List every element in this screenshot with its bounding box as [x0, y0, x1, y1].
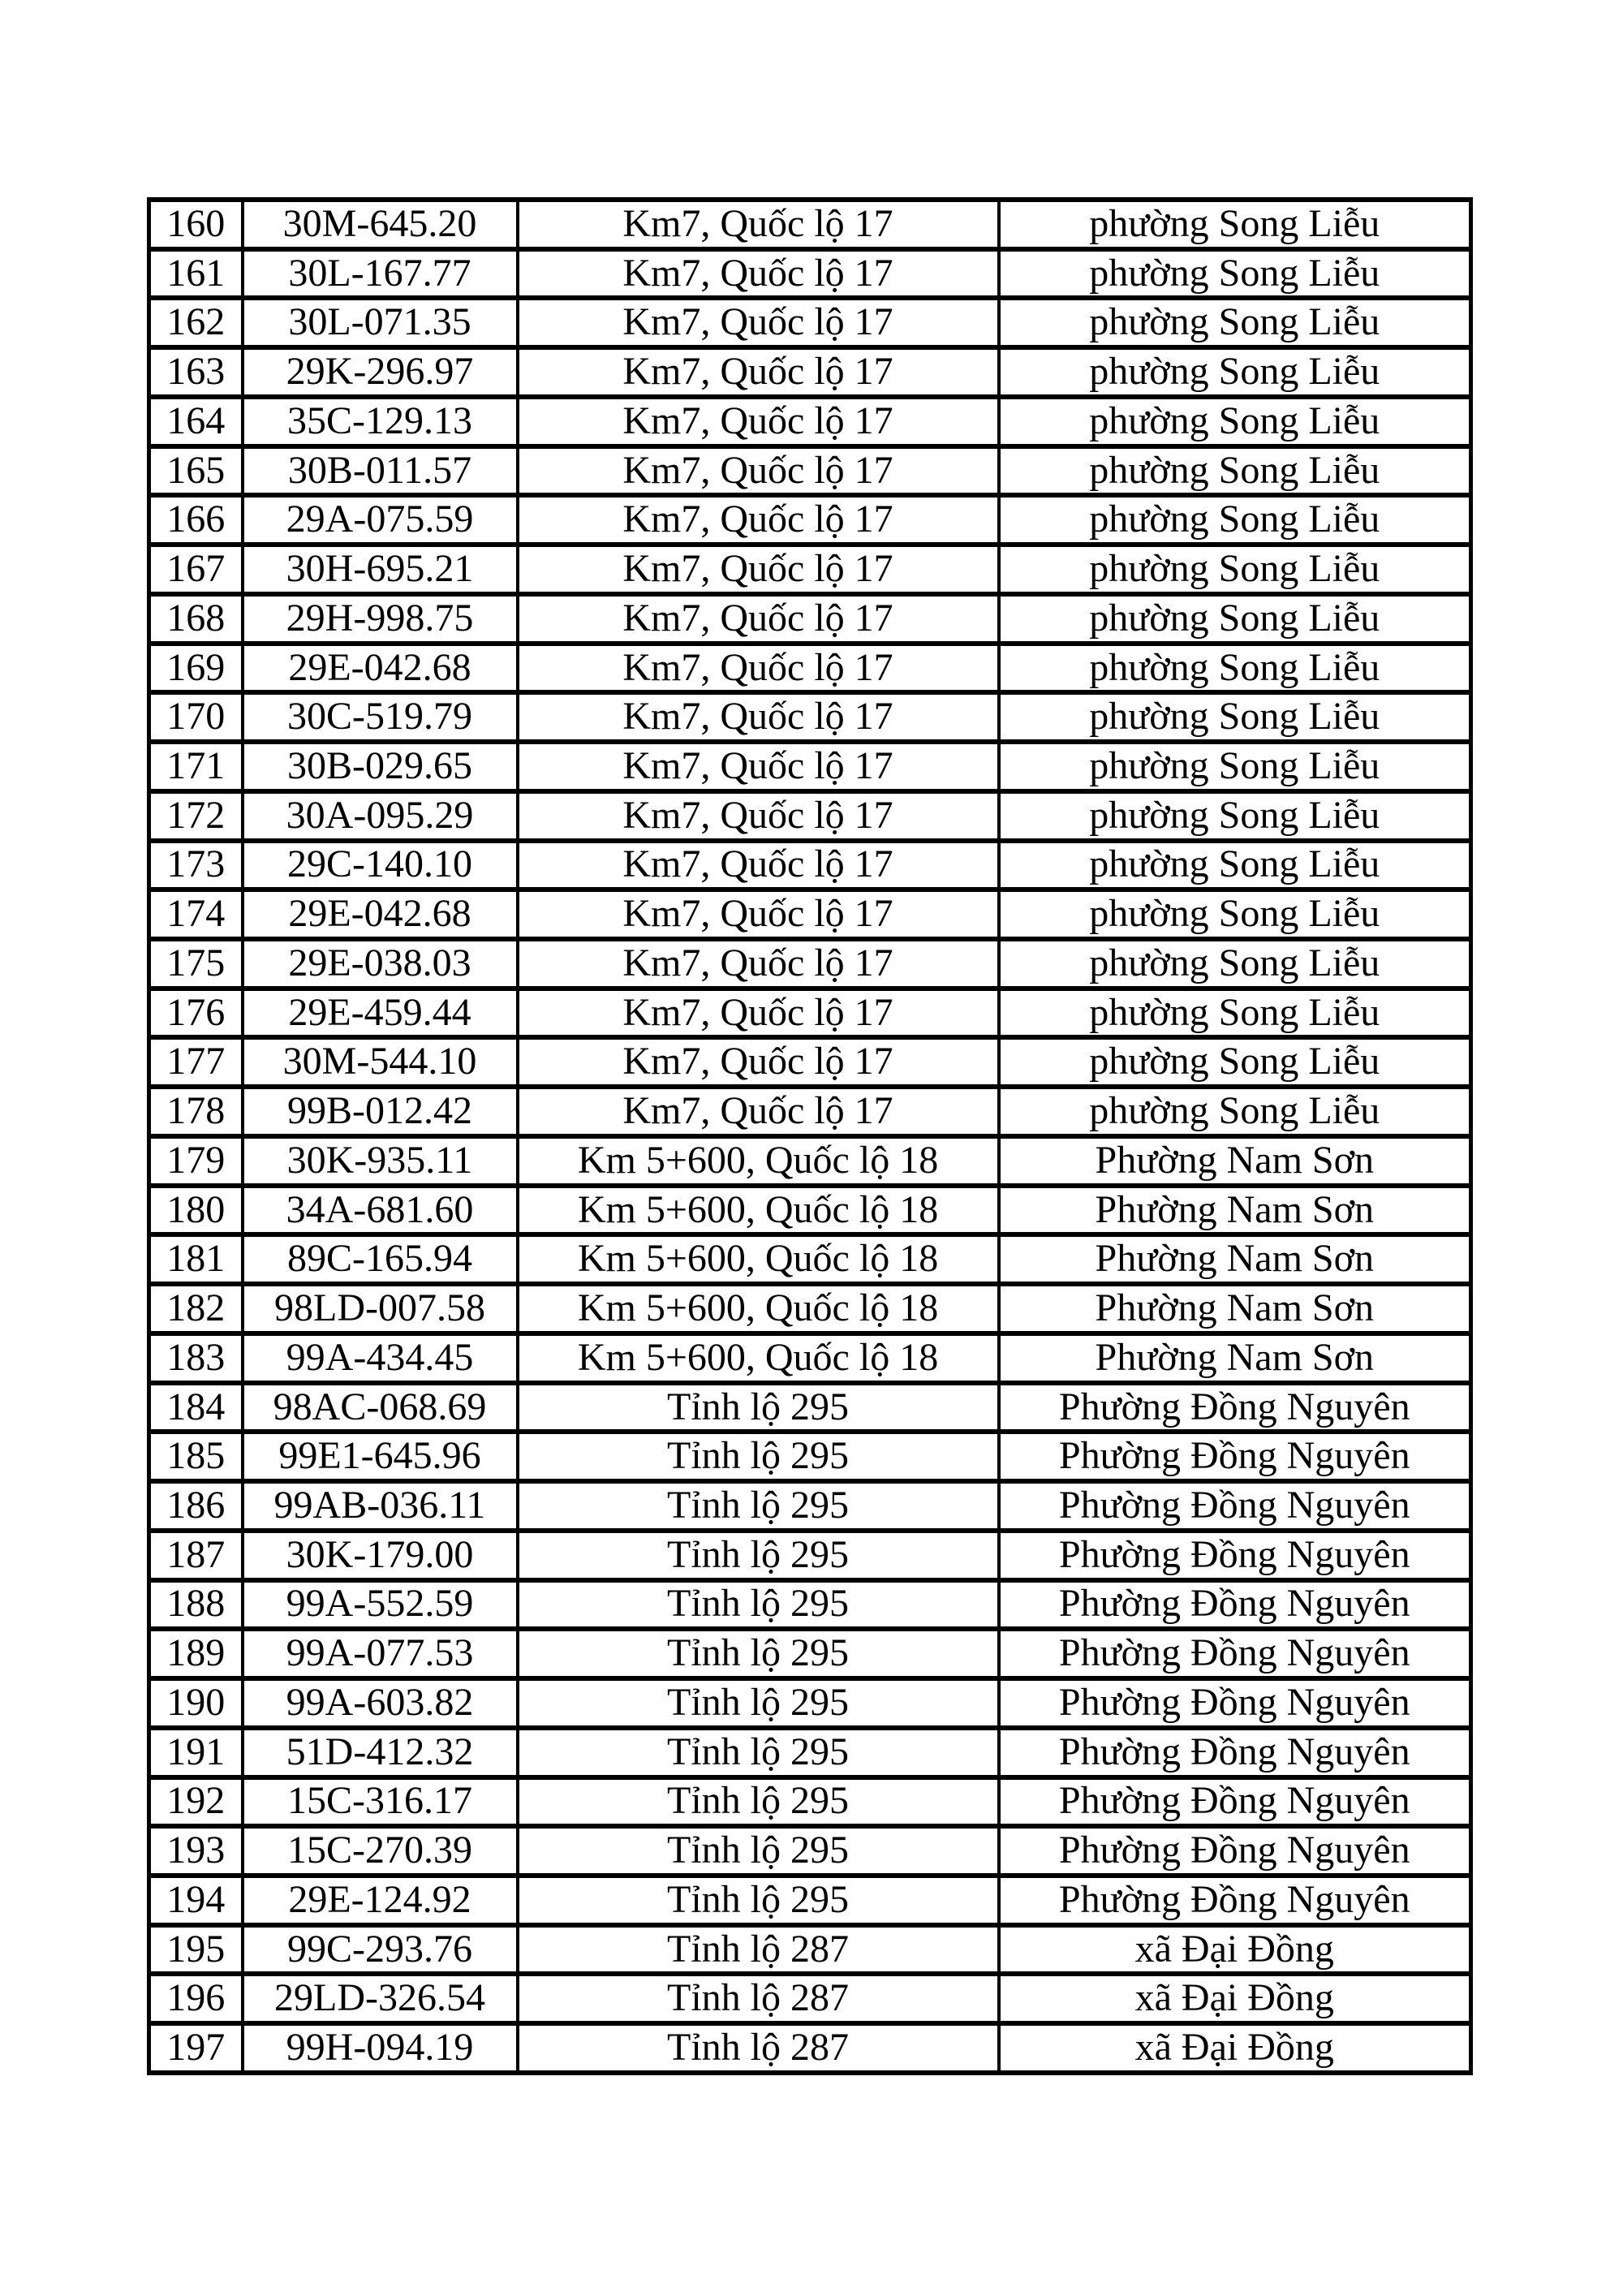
table-row: [149, 1826, 1471, 1876]
location-cell: Tỉnh lộ 295: [518, 1383, 999, 1432]
table-row: [149, 791, 1471, 841]
table-row: [149, 397, 1471, 446]
ward-cell: phường Song Liễu: [999, 692, 1471, 742]
table-row: [149, 1580, 1471, 1630]
row-number-cell: 167: [149, 545, 243, 594]
ward-cell: phường Song Liễu: [999, 841, 1471, 890]
ward-cell: Phường Đồng Nguyên: [999, 1629, 1471, 1678]
ward-cell: Phường Đồng Nguyên: [999, 1531, 1471, 1580]
location-cell: Tỉnh lộ 295: [518, 1826, 999, 1876]
ward-cell: phường Song Liễu: [999, 742, 1471, 791]
row-number-cell: 194: [149, 1876, 243, 1925]
plate-cell: 99A-434.45: [243, 1333, 518, 1383]
row-number-cell: 164: [149, 397, 243, 446]
ward-cell: xã Đại Đồng: [999, 2023, 1471, 2073]
table-row: [149, 1234, 1471, 1284]
ward-cell: phường Song Liễu: [999, 397, 1471, 446]
table-row: [149, 939, 1471, 989]
table-row: [149, 1383, 1471, 1432]
row-number-cell: 182: [149, 1284, 243, 1333]
location-cell: Km7, Quốc lộ 17: [518, 989, 999, 1038]
row-number-cell: 170: [149, 692, 243, 742]
table-row: [149, 1925, 1471, 1975]
plate-cell: 29E-038.03: [243, 939, 518, 989]
location-cell: Tỉnh lộ 295: [518, 1876, 999, 1925]
row-number-cell: 180: [149, 1186, 243, 1235]
plate-cell: 89C-165.94: [243, 1234, 518, 1284]
plate-cell: 30C-519.79: [243, 692, 518, 742]
ward-cell: phường Song Liễu: [999, 200, 1471, 249]
table-row: [149, 249, 1471, 299]
location-cell: Km7, Quốc lộ 17: [518, 446, 999, 496]
location-cell: Km7, Quốc lộ 17: [518, 495, 999, 545]
ward-cell: phường Song Liễu: [999, 446, 1471, 496]
table-row: [149, 742, 1471, 791]
row-number-cell: 188: [149, 1580, 243, 1630]
location-cell: Tỉnh lộ 295: [518, 1481, 999, 1531]
vehicle-list-table: [147, 197, 1473, 2075]
ward-cell: phường Song Liễu: [999, 890, 1471, 939]
row-number-cell: 178: [149, 1087, 243, 1136]
plate-cell: 99E1-645.96: [243, 1432, 518, 1481]
row-number-cell: 174: [149, 890, 243, 939]
table-row: [149, 2023, 1471, 2073]
ward-cell: phường Song Liễu: [999, 495, 1471, 545]
row-number-cell: 165: [149, 446, 243, 496]
ward-cell: Phường Nam Sơn: [999, 1234, 1471, 1284]
plate-cell: 29LD-326.54: [243, 1974, 518, 2023]
plate-cell: 29E-124.92: [243, 1876, 518, 1925]
plate-cell: 15C-270.39: [243, 1826, 518, 1876]
row-number-cell: 173: [149, 841, 243, 890]
ward-cell: Phường Đồng Nguyên: [999, 1826, 1471, 1876]
ward-cell: xã Đại Đồng: [999, 1974, 1471, 2023]
table-row: [149, 446, 1471, 496]
row-number-cell: 168: [149, 594, 243, 644]
plate-cell: 29C-140.10: [243, 841, 518, 890]
table-row: [149, 989, 1471, 1038]
location-cell: Km7, Quốc lộ 17: [518, 545, 999, 594]
location-cell: Km7, Quốc lộ 17: [518, 298, 999, 347]
location-cell: Km 5+600, Quốc lộ 18: [518, 1136, 999, 1186]
row-number-cell: 185: [149, 1432, 243, 1481]
plate-cell: 99H-094.19: [243, 2023, 518, 2073]
location-cell: Tỉnh lộ 295: [518, 1777, 999, 1827]
ward-cell: Phường Đồng Nguyên: [999, 1728, 1471, 1777]
ward-cell: phường Song Liễu: [999, 298, 1471, 347]
row-number-cell: 160: [149, 200, 243, 249]
row-number-cell: 195: [149, 1925, 243, 1975]
plate-cell: 29E-459.44: [243, 989, 518, 1038]
plate-cell: 29E-042.68: [243, 644, 518, 693]
plate-cell: 35C-129.13: [243, 397, 518, 446]
table-row: [149, 347, 1471, 397]
location-cell: Km7, Quốc lộ 17: [518, 692, 999, 742]
ward-cell: Phường Đồng Nguyên: [999, 1678, 1471, 1728]
plate-cell: 51D-412.32: [243, 1728, 518, 1777]
table-row: [149, 1186, 1471, 1235]
ward-cell: phường Song Liễu: [999, 1087, 1471, 1136]
plate-cell: 30M-544.10: [243, 1037, 518, 1087]
location-cell: Km7, Quốc lộ 17: [518, 1037, 999, 1087]
location-cell: Tỉnh lộ 287: [518, 1974, 999, 2023]
ward-cell: phường Song Liễu: [999, 644, 1471, 693]
row-number-cell: 166: [149, 495, 243, 545]
table-row: [149, 1629, 1471, 1678]
row-number-cell: 163: [149, 347, 243, 397]
plate-cell: 30B-029.65: [243, 742, 518, 791]
row-number-cell: 171: [149, 742, 243, 791]
ward-cell: Phường Nam Sơn: [999, 1284, 1471, 1333]
plate-cell: 30L-071.35: [243, 298, 518, 347]
table-row: [149, 1728, 1471, 1777]
plate-cell: 99C-293.76: [243, 1925, 518, 1975]
location-cell: Tỉnh lộ 287: [518, 1925, 999, 1975]
row-number-cell: 196: [149, 1974, 243, 2023]
row-number-cell: 161: [149, 249, 243, 299]
ward-cell: Phường Đồng Nguyên: [999, 1383, 1471, 1432]
location-cell: Km7, Quốc lộ 17: [518, 841, 999, 890]
plate-cell: 30M-645.20: [243, 200, 518, 249]
plate-cell: 29E-042.68: [243, 890, 518, 939]
location-cell: Km7, Quốc lộ 17: [518, 644, 999, 693]
ward-cell: Phường Đồng Nguyên: [999, 1580, 1471, 1630]
plate-cell: 99B-012.42: [243, 1087, 518, 1136]
table-row: [149, 1974, 1471, 2023]
table-row: [149, 644, 1471, 693]
row-number-cell: 175: [149, 939, 243, 989]
row-number-cell: 181: [149, 1234, 243, 1284]
table-row: [149, 1531, 1471, 1580]
table-row: [149, 1284, 1471, 1333]
table-row: [149, 1333, 1471, 1383]
plate-cell: 34A-681.60: [243, 1186, 518, 1235]
table-row: [149, 1876, 1471, 1925]
ward-cell: Phường Nam Sơn: [999, 1136, 1471, 1186]
table-row: [149, 495, 1471, 545]
table-row: [149, 545, 1471, 594]
table-row: [149, 1037, 1471, 1087]
plate-cell: 30A-095.29: [243, 791, 518, 841]
row-number-cell: 169: [149, 644, 243, 693]
plate-cell: 30L-167.77: [243, 249, 518, 299]
table-row: [149, 1136, 1471, 1186]
location-cell: Tỉnh lộ 287: [518, 2023, 999, 2073]
table-row: [149, 890, 1471, 939]
table-row: [149, 1432, 1471, 1481]
row-number-cell: 183: [149, 1333, 243, 1383]
plate-cell: 99A-603.82: [243, 1678, 518, 1728]
ward-cell: phường Song Liễu: [999, 989, 1471, 1038]
ward-cell: Phường Đồng Nguyên: [999, 1876, 1471, 1925]
table-row: [149, 1777, 1471, 1827]
location-cell: Km7, Quốc lộ 17: [518, 939, 999, 989]
ward-cell: phường Song Liễu: [999, 347, 1471, 397]
location-cell: Km 5+600, Quốc lộ 18: [518, 1186, 999, 1235]
ward-cell: xã Đại Đồng: [999, 1925, 1471, 1975]
location-cell: Km 5+600, Quốc lộ 18: [518, 1284, 999, 1333]
plate-cell: 30B-011.57: [243, 446, 518, 496]
row-number-cell: 176: [149, 989, 243, 1038]
location-cell: Km7, Quốc lộ 17: [518, 397, 999, 446]
table-row: [149, 692, 1471, 742]
ward-cell: Phường Đồng Nguyên: [999, 1777, 1471, 1827]
row-number-cell: 193: [149, 1826, 243, 1876]
table-row: [149, 1678, 1471, 1728]
row-number-cell: 184: [149, 1383, 243, 1432]
plate-cell: 30H-695.21: [243, 545, 518, 594]
location-cell: Tỉnh lộ 295: [518, 1629, 999, 1678]
row-number-cell: 162: [149, 298, 243, 347]
plate-cell: 29H-998.75: [243, 594, 518, 644]
row-number-cell: 189: [149, 1629, 243, 1678]
row-number-cell: 192: [149, 1777, 243, 1827]
location-cell: Km 5+600, Quốc lộ 18: [518, 1333, 999, 1383]
ward-cell: phường Song Liễu: [999, 594, 1471, 644]
ward-cell: Phường Đồng Nguyên: [999, 1432, 1471, 1481]
location-cell: Km7, Quốc lộ 17: [518, 200, 999, 249]
table-row: [149, 1481, 1471, 1531]
row-number-cell: 177: [149, 1037, 243, 1087]
plate-cell: 29K-296.97: [243, 347, 518, 397]
plate-cell: 15C-316.17: [243, 1777, 518, 1827]
location-cell: Tỉnh lộ 295: [518, 1678, 999, 1728]
location-cell: Km7, Quốc lộ 17: [518, 1087, 999, 1136]
location-cell: Km 5+600, Quốc lộ 18: [518, 1234, 999, 1284]
ward-cell: Phường Nam Sơn: [999, 1186, 1471, 1235]
location-cell: Tỉnh lộ 295: [518, 1531, 999, 1580]
ward-cell: phường Song Liễu: [999, 791, 1471, 841]
row-number-cell: 179: [149, 1136, 243, 1186]
location-cell: Tỉnh lộ 295: [518, 1432, 999, 1481]
location-cell: Tỉnh lộ 295: [518, 1728, 999, 1777]
table-row: [149, 841, 1471, 890]
ward-cell: Phường Nam Sơn: [999, 1333, 1471, 1383]
location-cell: Km7, Quốc lộ 17: [518, 742, 999, 791]
ward-cell: phường Song Liễu: [999, 939, 1471, 989]
plate-cell: 98AC-068.69: [243, 1383, 518, 1432]
plate-cell: 98LD-007.58: [243, 1284, 518, 1333]
table-row: [149, 1087, 1471, 1136]
row-number-cell: 172: [149, 791, 243, 841]
table-row: [149, 200, 1471, 249]
location-cell: Km7, Quốc lộ 17: [518, 249, 999, 299]
row-number-cell: 197: [149, 2023, 243, 2073]
plate-cell: 99AB-036.11: [243, 1481, 518, 1531]
plate-cell: 29A-075.59: [243, 495, 518, 545]
row-number-cell: 187: [149, 1531, 243, 1580]
ward-cell: phường Song Liễu: [999, 1037, 1471, 1087]
ward-cell: phường Song Liễu: [999, 545, 1471, 594]
plate-cell: 30K-935.11: [243, 1136, 518, 1186]
row-number-cell: 186: [149, 1481, 243, 1531]
row-number-cell: 191: [149, 1728, 243, 1777]
table-row: [149, 298, 1471, 347]
row-number-cell: 190: [149, 1678, 243, 1728]
ward-cell: Phường Đồng Nguyên: [999, 1481, 1471, 1531]
plate-cell: 99A-552.59: [243, 1580, 518, 1630]
location-cell: Tỉnh lộ 295: [518, 1580, 999, 1630]
location-cell: Km7, Quốc lộ 17: [518, 890, 999, 939]
plate-cell: 30K-179.00: [243, 1531, 518, 1580]
location-cell: Km7, Quốc lộ 17: [518, 594, 999, 644]
ward-cell: phường Song Liễu: [999, 249, 1471, 299]
location-cell: Km7, Quốc lộ 17: [518, 791, 999, 841]
vehicle-list-table-body: [149, 200, 1471, 2073]
table-row: [149, 594, 1471, 644]
location-cell: Km7, Quốc lộ 17: [518, 347, 999, 397]
plate-cell: 99A-077.53: [243, 1629, 518, 1678]
